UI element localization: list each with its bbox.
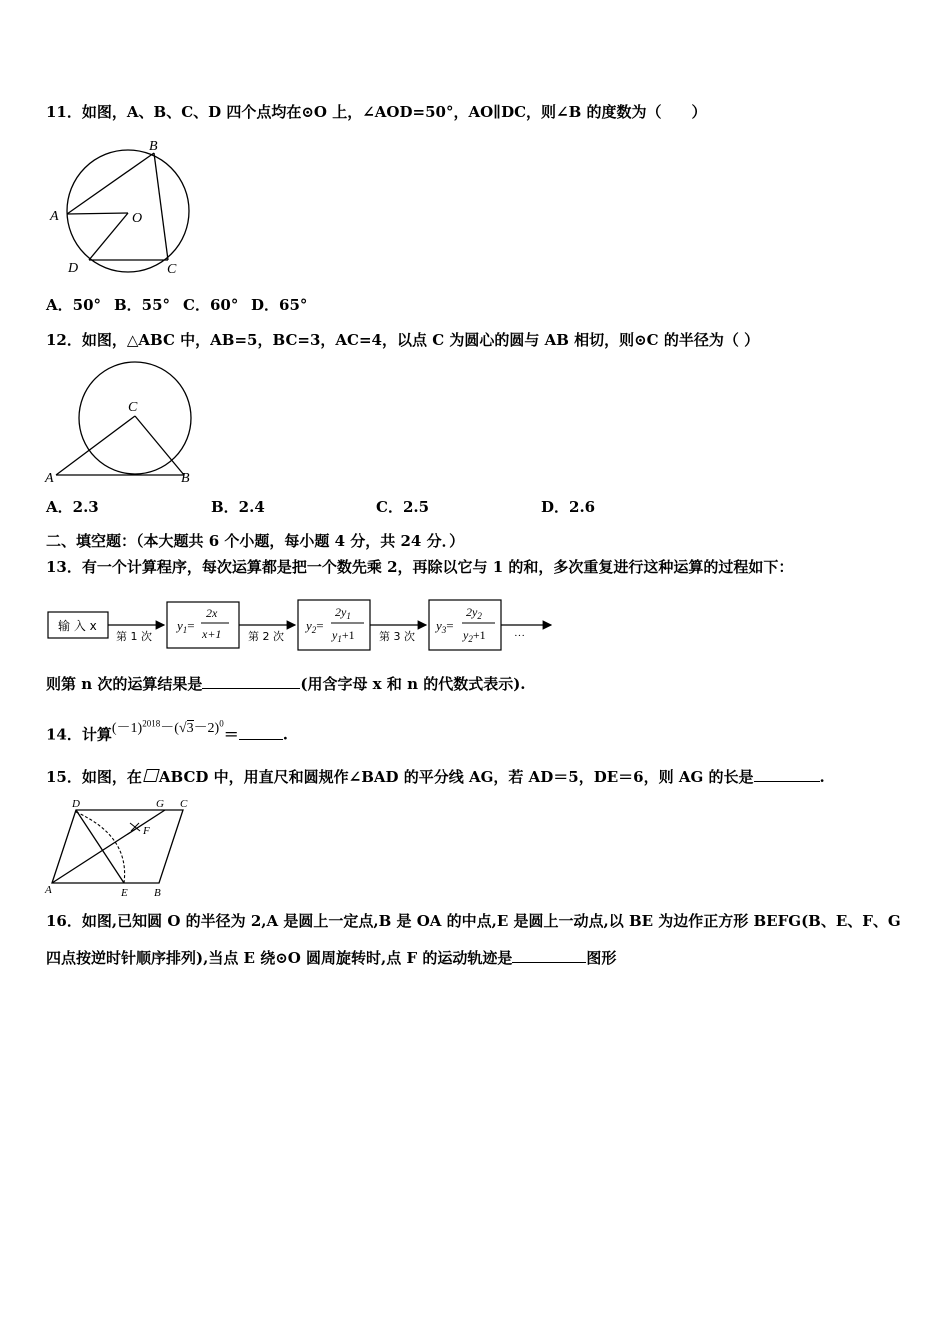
q11-option-b: B．55° <box>114 296 171 314</box>
q11-line-AO <box>67 213 128 214</box>
q13-input-label: 输 入 x <box>58 619 97 633</box>
q16-line2-pre: 四点按逆时针顺序排列),当点 E 绕⊙O 圆周旋转时,点 F 的运动轨迹是 <box>46 949 513 967</box>
q12-label-A: A <box>45 471 54 486</box>
q12-option-c: C．2.5 <box>376 498 430 516</box>
q15-line-AG <box>52 810 165 883</box>
q15-stem-post: ABCD 中，用直尺和圆规作∠BAD 的平分线 AG，若 AD＝5，DE＝6，则 AG 的长是 <box>158 768 754 786</box>
q14-sqrt-sign: √ <box>178 720 187 736</box>
q13-flowchart <box>44 596 564 656</box>
q15-stem <box>46 768 825 786</box>
q13-step-2: 第 2 次 <box>248 630 284 643</box>
q13-box2-num-sub: 1 <box>346 611 351 621</box>
q15-answer-blank[interactable] <box>754 781 820 782</box>
q13-box2-den-tail: +1 <box>341 628 355 642</box>
q13-box3-den-tail: +1 <box>472 628 486 642</box>
q15-label-D: D <box>72 798 80 810</box>
q13-box3-den: y <box>463 628 469 642</box>
q13-box3-num: 2y <box>466 605 478 619</box>
q14-line <box>46 716 288 752</box>
q13-ellipsis: ··· <box>514 630 525 642</box>
q15-parallelogram-figure <box>44 796 204 900</box>
q13-box1-num: 2x <box>206 606 218 620</box>
q16-line-1: 16．如图,已知圆 O 的半径为 2,A 是圆上一定点,B 是 OA 的中点,E 是圆上一动点,以 BE 为边作正方形 BEFG(B、E、F、G <box>46 912 901 930</box>
q11-label-A: A <box>50 209 59 224</box>
q11-option-d: D．65° <box>251 296 308 314</box>
q13-answer-line <box>46 675 526 693</box>
section-heading: 二、填空题：（本大题共 6 个小题，每小题 4 分，共 24 分．） <box>46 532 465 550</box>
q14-after-root: －2) <box>193 720 220 736</box>
q12-option-b: B．2.4 <box>211 498 265 516</box>
q15-label-C: C <box>180 798 188 810</box>
svg-text:y1+1 <box>331 628 355 644</box>
q11-line-BC <box>154 153 168 260</box>
q11-option-c: C．60° <box>183 296 239 314</box>
q11-line-OD <box>89 213 128 260</box>
svg-text:y1=: $y_1=$ <box>177 618 195 635</box>
q14-exp2: 0 <box>219 718 224 728</box>
q15-label-B: B <box>154 887 161 899</box>
svg-text:2y1 <box>335 605 351 621</box>
q14-expression <box>111 718 224 736</box>
q11-label-C: C <box>167 262 177 277</box>
q14-base1: (－1) <box>111 720 143 736</box>
q12-label-C: C <box>128 400 138 415</box>
q13-box2-den: y <box>332 628 338 642</box>
q11-circle-figure <box>44 136 204 280</box>
q11-option-a: A．50° <box>46 296 102 314</box>
q12-option-d: D．2.6 <box>541 498 596 516</box>
q16-line-2 <box>46 949 616 967</box>
q12-option-a: A．2.3 <box>46 498 99 516</box>
q13-step-1: 第 1 次 <box>116 630 152 643</box>
q11-line-AB <box>67 153 154 214</box>
q15-label-F: F <box>143 825 150 837</box>
q13-box3-den-sub: 2 <box>468 634 473 644</box>
svg-text:2y2 <box>466 605 482 621</box>
q16-answer-blank[interactable] <box>512 962 586 963</box>
q15-line-DE <box>76 810 124 883</box>
q13-box3-sub: 3 <box>441 625 447 635</box>
q15-label-G: G <box>156 798 164 810</box>
q14-root-arg: 3 <box>186 720 194 736</box>
q11-label-O: O <box>132 211 143 226</box>
q13-box2-lhs: y <box>306 618 312 633</box>
q14-exp1: 2018 <box>142 718 161 728</box>
q11-label-B: B <box>149 139 158 154</box>
q11-stem: 11．如图，A、B、C、D 四个点均在⊙O 上，∠AOD=50°，AO∥DC，则∠B 的度数为（ ） <box>46 103 707 121</box>
q12-stem: 12．如图，△ABC 中，AB=5，BC=3，AC=4，以点 C 为圆心的圆与 AB 相切，则⊙C 的半径为（ ） <box>46 331 760 349</box>
q13-stem: 13．有一个计算程序，每次运算都是把一个数先乘 2，再除以它与 1 的和，多次重复进行这种运算的过程如下： <box>46 558 794 576</box>
q13-box1-sub: 1 <box>182 625 188 635</box>
q13-box2-den-sub: 1 <box>337 634 342 644</box>
q13-step-3: 第 3 次 <box>379 630 415 643</box>
svg-text:y2=: $y_2=$ <box>306 618 324 635</box>
q14-prefix: 14．计算 <box>46 725 112 744</box>
parallelogram-symbol-icon <box>143 769 159 782</box>
q12-circle <box>79 362 191 474</box>
q13-box1-den: x+1 <box>202 627 222 641</box>
q15-end: . <box>819 768 825 786</box>
q14-answer-blank[interactable] <box>239 739 283 740</box>
q13-answer-post: (用含字母 x 和 n 的代数式表示). <box>300 675 526 693</box>
q11-circle <box>67 150 189 272</box>
svg-text:y2+1 <box>462 628 486 644</box>
q12-line-BC <box>135 416 184 475</box>
q13-box3-num-sub: 2 <box>477 611 482 621</box>
q11-label-D: D <box>68 261 79 276</box>
q15-label-E: E <box>121 887 128 899</box>
q15-label-A: A <box>45 884 52 896</box>
q14-end: . <box>282 725 288 744</box>
q14-equals: ＝ <box>223 725 239 744</box>
q16-line2-post: 图形 <box>586 949 617 967</box>
q12-line-AC <box>56 416 135 475</box>
svg-text:y3=: $y_3=$ <box>436 618 454 635</box>
q12-triangle-figure <box>44 358 204 488</box>
q15-stem-pre: 15．如图，在 <box>46 768 142 786</box>
q12-label-B: B <box>181 471 190 486</box>
q13-box2-sub: 2 <box>311 625 317 635</box>
q13-box2-num: 2y <box>335 605 347 619</box>
q14-minus: －( <box>160 720 179 736</box>
q13-box1-lhs: y <box>177 618 183 633</box>
q13-answer-pre: 则第 n 次的运算结果是 <box>46 675 203 693</box>
q13-answer-blank[interactable] <box>202 688 300 689</box>
q13-box3-lhs: y <box>436 618 442 633</box>
